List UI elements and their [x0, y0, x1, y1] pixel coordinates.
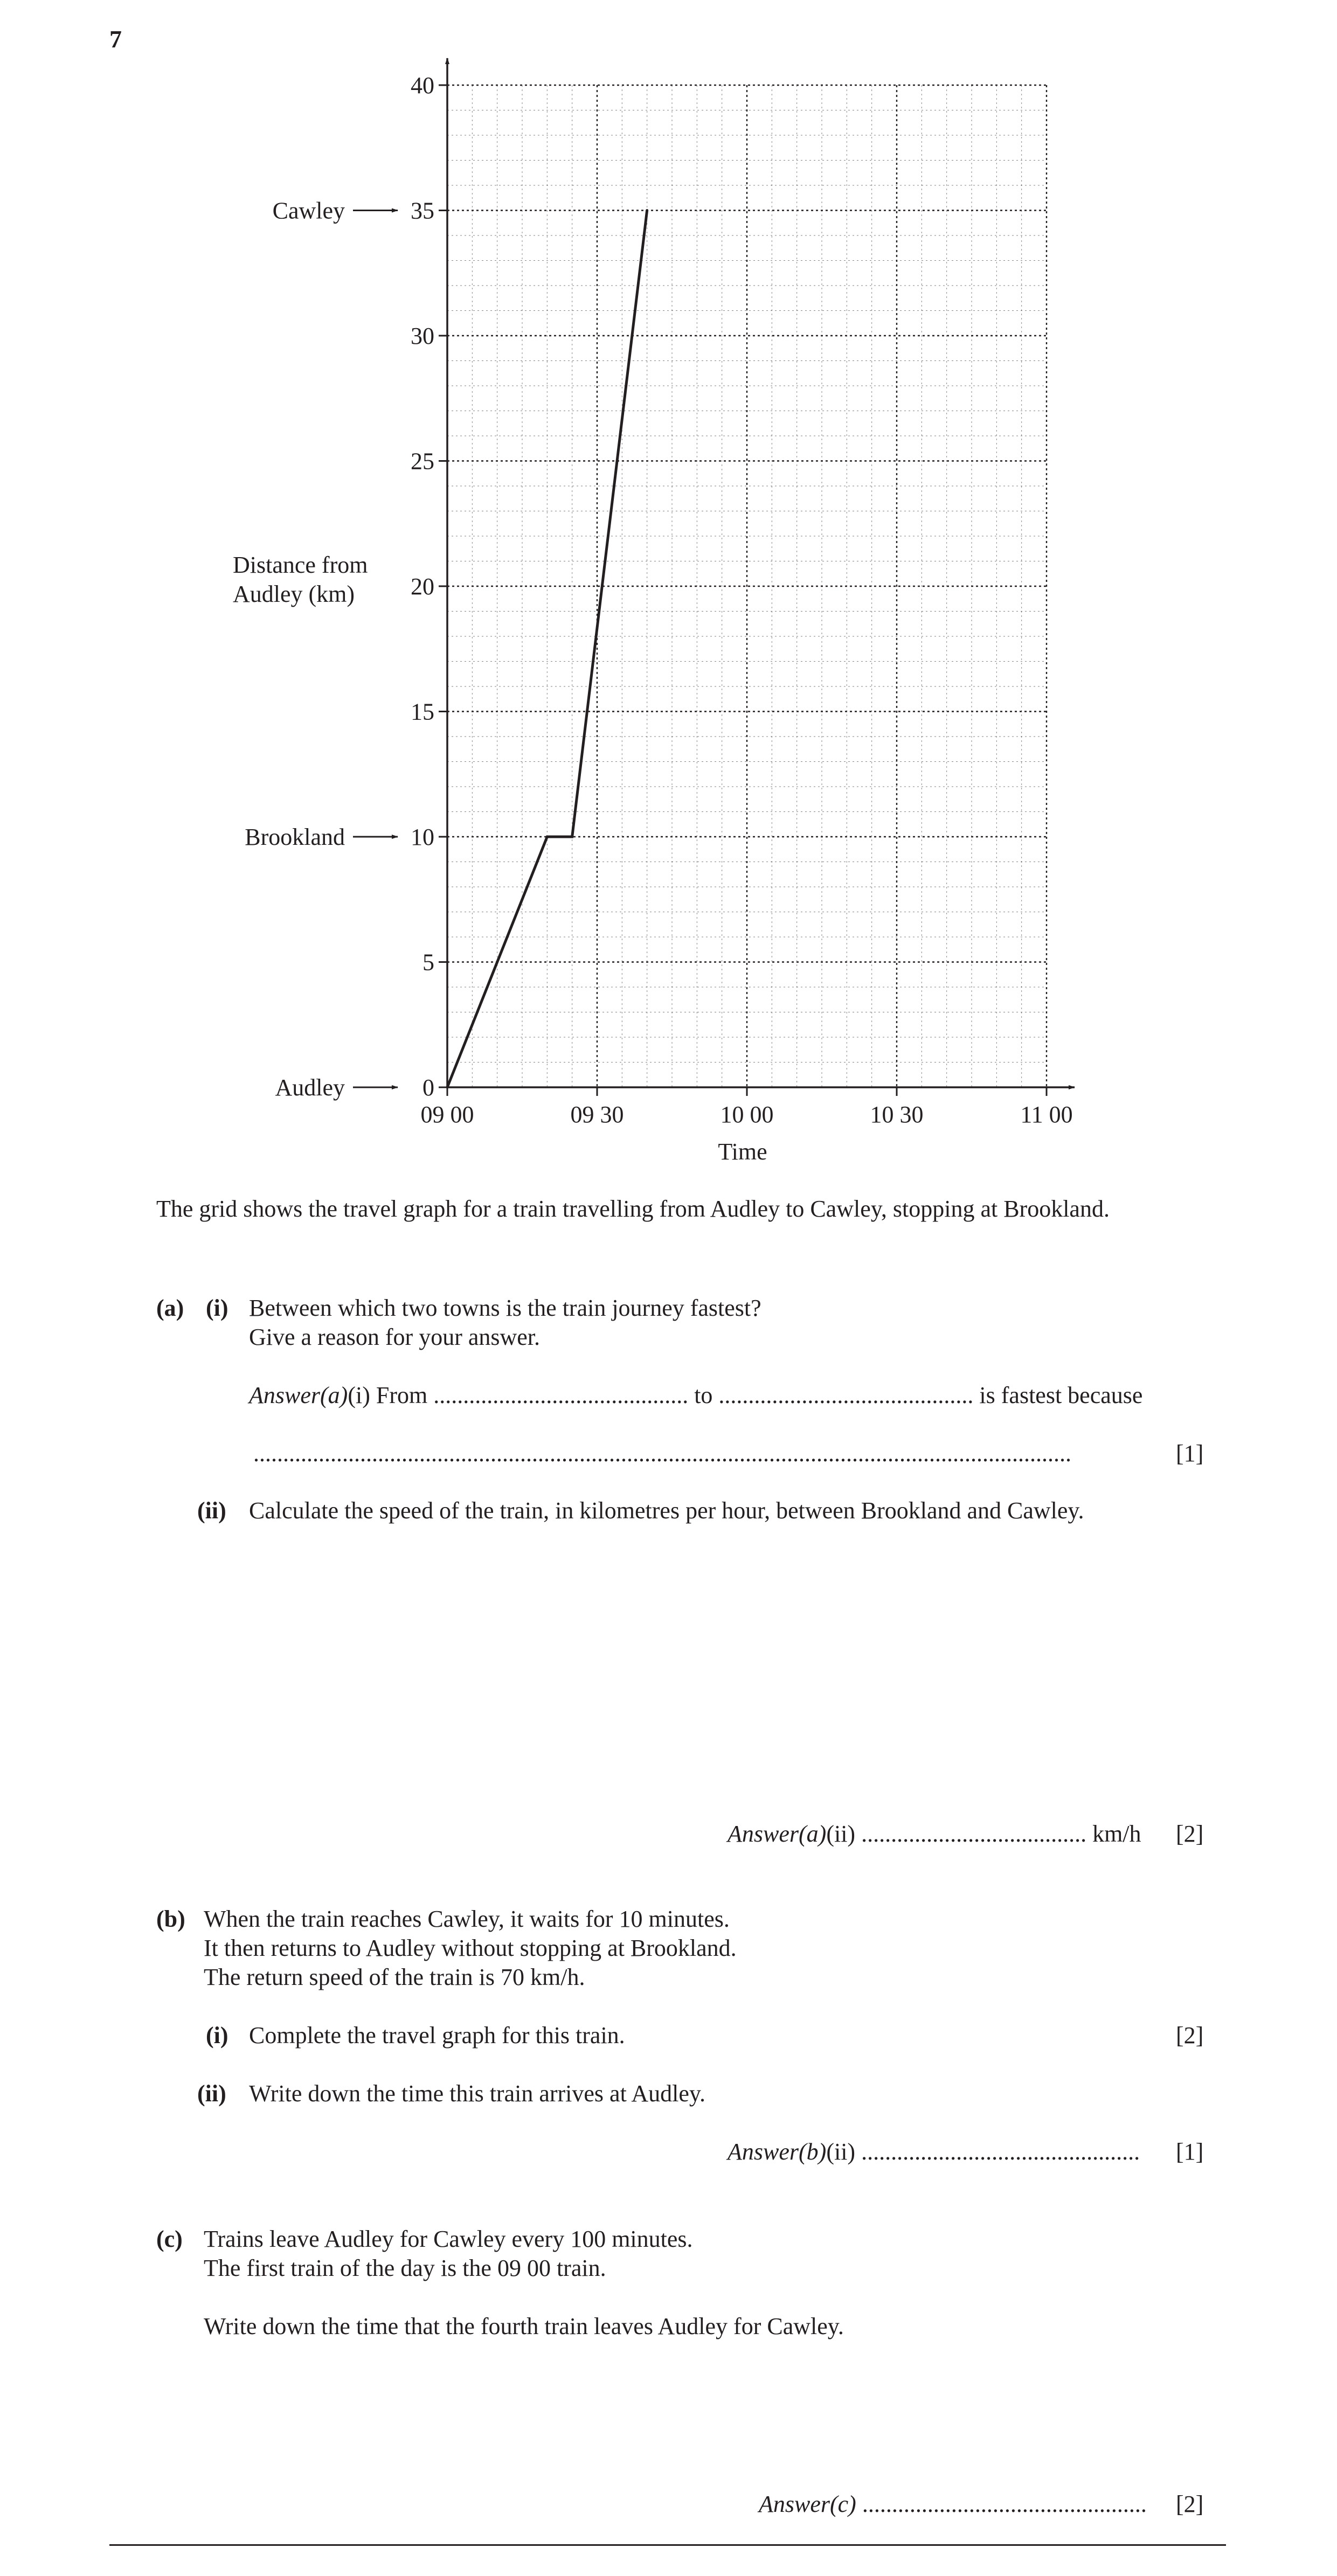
answer-a-ii-prefix: Answer(a): [728, 1821, 827, 1847]
x-tick-label: 09 00: [420, 1101, 474, 1128]
x-tick-label: 09 30: [570, 1101, 624, 1128]
marks-b-ii: [1]: [1176, 2138, 1204, 2165]
x-axis-label: Time: [718, 1138, 767, 1165]
part-b-label: (b): [156, 1906, 185, 1932]
answer-c[interactable]: [759, 2489, 1147, 2519]
part-a-i-question-line-2: Give a reason for your answer.: [249, 1324, 541, 1350]
marks-a-ii: [2]: [1176, 1821, 1204, 1847]
y-tick-label: 10: [411, 824, 434, 850]
travel-point: [646, 209, 648, 212]
intro-text: The grid shows the travel graph for a train travelling from Audley to Cawley, stopping at Brookland.: [156, 1196, 1110, 1222]
part-a-ii-question: Calculate the speed of the train, in kilometres per hour, between Brookland and Cawley.: [249, 1497, 1084, 1524]
part-b-ii-label: (ii): [197, 2080, 226, 2107]
town-label-audley: Audley: [275, 1074, 345, 1101]
answer-b-ii-text: (ii) ...............................................: [826, 2138, 1140, 2165]
page-bottom-rule: [109, 2544, 1226, 2546]
answer-a-ii[interactable]: [728, 1819, 1141, 1849]
town-label-cawley: Cawley: [272, 197, 345, 224]
part-b-i-label: (i): [206, 2022, 228, 2049]
town-label-brookland: Brookland: [245, 824, 345, 850]
answer-a-i-line-2[interactable]: ..........................................................................................................................................: [253, 1440, 1071, 1467]
axes: [447, 58, 1075, 1087]
travel-line: [447, 211, 647, 1088]
part-c-line-2: The first train of the day is the 09 00 train.: [204, 2255, 606, 2281]
travel-graph: [0, 0, 1337, 1212]
answer-a-ii-text: (ii) ...................................... km/h: [826, 1821, 1141, 1847]
answer-b-ii[interactable]: [728, 2137, 1140, 2167]
page-number: 7: [109, 25, 122, 53]
part-c-line-3: Write down the time that the fourth train leaves Audley for Cawley.: [204, 2313, 844, 2339]
x-tick-label: 10 30: [870, 1101, 924, 1128]
y-tick-label: 20: [411, 573, 434, 600]
town-labels: [245, 198, 398, 1101]
marks-c: [2]: [1176, 2491, 1204, 2517]
y-axis-label-line-2: Audley (km): [233, 581, 355, 607]
y-tick-label: 35: [411, 197, 434, 224]
y-tick-label: 25: [411, 448, 434, 475]
answer-c-text: ................................................: [862, 2491, 1147, 2517]
marks-a-i: [1]: [1176, 1440, 1204, 1467]
x-tick-label: 11 00: [1020, 1101, 1073, 1128]
answer-a-i-line-1[interactable]: [249, 1380, 1142, 1410]
travel-point: [546, 836, 549, 838]
answer-c-prefix: Answer(c): [759, 2491, 856, 2517]
part-b-line-2: It then returns to Audley without stopping at Brookland.: [204, 1935, 737, 1961]
y-tick-label: 5: [422, 949, 434, 976]
y-tick-label: 40: [411, 72, 434, 99]
part-a-i-question-line-1: Between which two towns is the train journey fastest?: [249, 1295, 761, 1321]
part-a-ii-label: (ii): [197, 1497, 226, 1524]
part-b-i-question: Complete the travel graph for this train.: [249, 2022, 625, 2049]
answer-a-i-text: (i) From ........................................... to ........................................... is fastest because: [348, 1382, 1143, 1408]
y-tick-label: 30: [411, 323, 434, 349]
part-a-i-label: (i): [206, 1295, 228, 1321]
part-b-line-3: The return speed of the train is 70 km/h.: [204, 1964, 585, 1990]
part-c-label: (c): [156, 2226, 183, 2252]
travel-point: [446, 1086, 449, 1089]
y-tick-label: 0: [422, 1074, 434, 1101]
part-b-ii-question: Write down the time this train arrives at Audley.: [249, 2080, 706, 2107]
part-b-line-1: When the train reaches Cawley, it waits for 10 minutes.: [204, 1906, 730, 1932]
answer-b-ii-prefix: Answer(b): [728, 2138, 827, 2165]
marks-b-i: [2]: [1176, 2022, 1204, 2049]
travel-point: [571, 836, 573, 838]
x-tick-label: 10 00: [720, 1101, 774, 1128]
part-c-line-1: Trains leave Audley for Cawley every 100 minutes.: [204, 2226, 693, 2252]
y-tick-label: 15: [411, 698, 434, 725]
ticks: [439, 85, 1047, 1096]
answer-a-i-prefix: Answer(a): [249, 1382, 348, 1408]
tick-labels: [411, 72, 1073, 1128]
y-axis-label-line-1: Distance from: [233, 552, 368, 578]
part-a-label: (a): [156, 1295, 184, 1321]
